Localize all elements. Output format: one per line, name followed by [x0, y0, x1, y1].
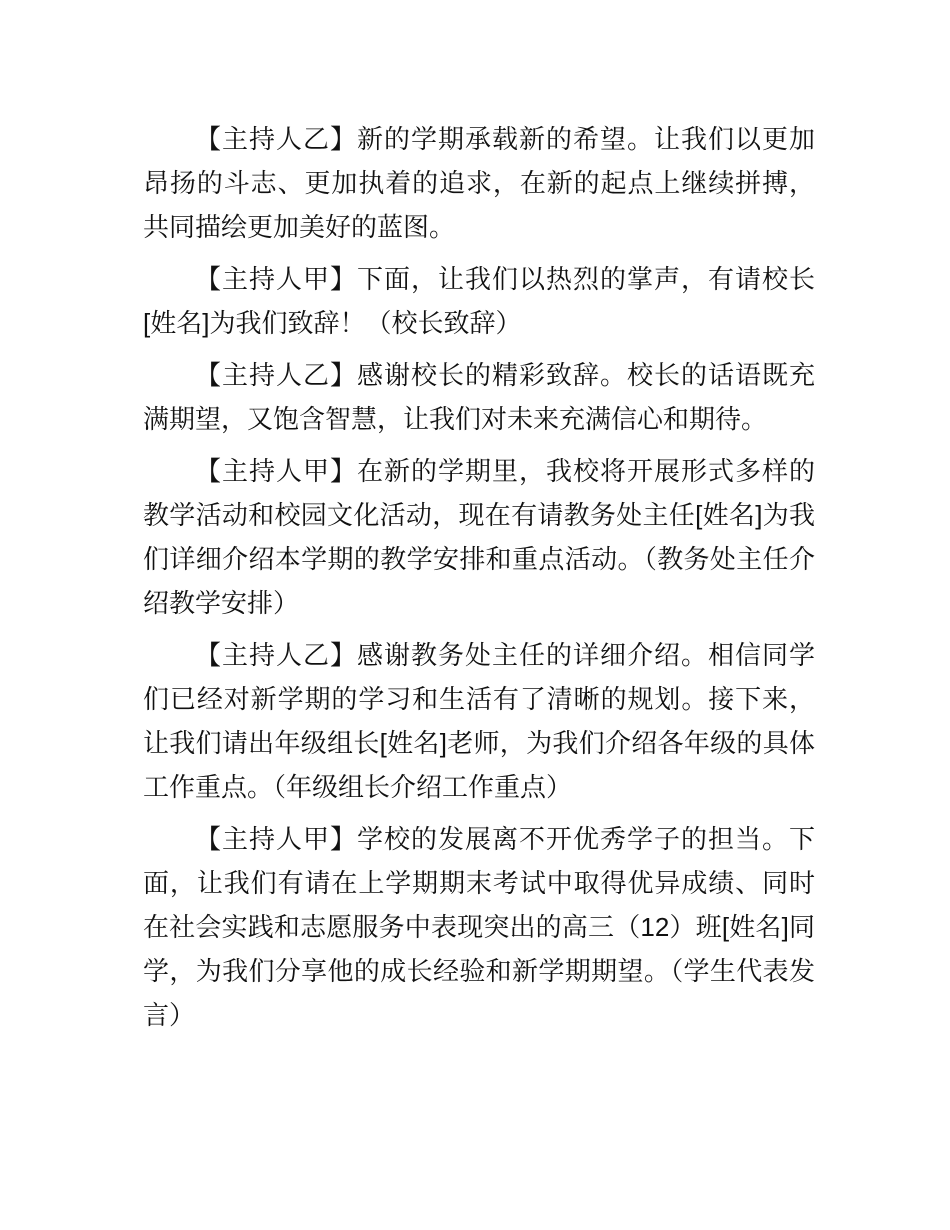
script-paragraph [143, 449, 815, 625]
speaker-label: 【主持人乙】 [195, 124, 357, 154]
paragraph-text: 感谢校长的精彩致辞。校长的话语既充满期望，又饱含智慧，让我们对未来充满信心和期待。 [143, 360, 815, 434]
paragraph-text: 下面，让我们以热烈的掌声，有请校长[姓名]为我们致辞！（校长致辞） [143, 264, 815, 338]
speaker-label: 【主持人甲】 [195, 264, 357, 294]
script-paragraph [143, 633, 815, 809]
paragraph-text: 学校的发展离不开优秀学子的担当。下面，让我们有请在上学期期末考试中取得优异成绩、同时在社会实践和志愿服务中表现突出的高三（12）班[姓名]同学，为我们分享他的成长经验和新学期期望。（学生代表发言） [143, 824, 815, 1030]
paragraph-text: 在新的学期里，我校将开展形式多样的教学活动和校园文化活动，现在有请教务处主任[姓名]为我们详细介绍本学期的教学安排和重点活动。（教务处主任介绍教学安排） [143, 456, 815, 618]
script-paragraph [143, 257, 815, 345]
paragraph-text: 新的学期承载新的希望。让我们以更加昂扬的斗志、更加执着的追求，在新的起点上继续拼搏，共同描绘更加美好的蓝图。 [143, 124, 815, 242]
script-paragraph [143, 817, 815, 1037]
speaker-label: 【主持人甲】 [195, 824, 357, 854]
document-body [143, 117, 815, 1045]
speaker-label: 【主持人乙】 [195, 640, 357, 670]
paragraph-text: 感谢教务处主任的详细介绍。相信同学们已经对新学期的学习和生活有了清晰的规划。接下来，让我们请出年级组长[姓名]老师，为我们介绍各年级的具体工作重点。（年级组长介绍工作重点） [143, 640, 815, 802]
script-paragraph [143, 117, 815, 249]
speaker-label: 【主持人乙】 [195, 360, 357, 390]
speaker-label: 【主持人甲】 [195, 456, 357, 486]
script-paragraph [143, 353, 815, 441]
